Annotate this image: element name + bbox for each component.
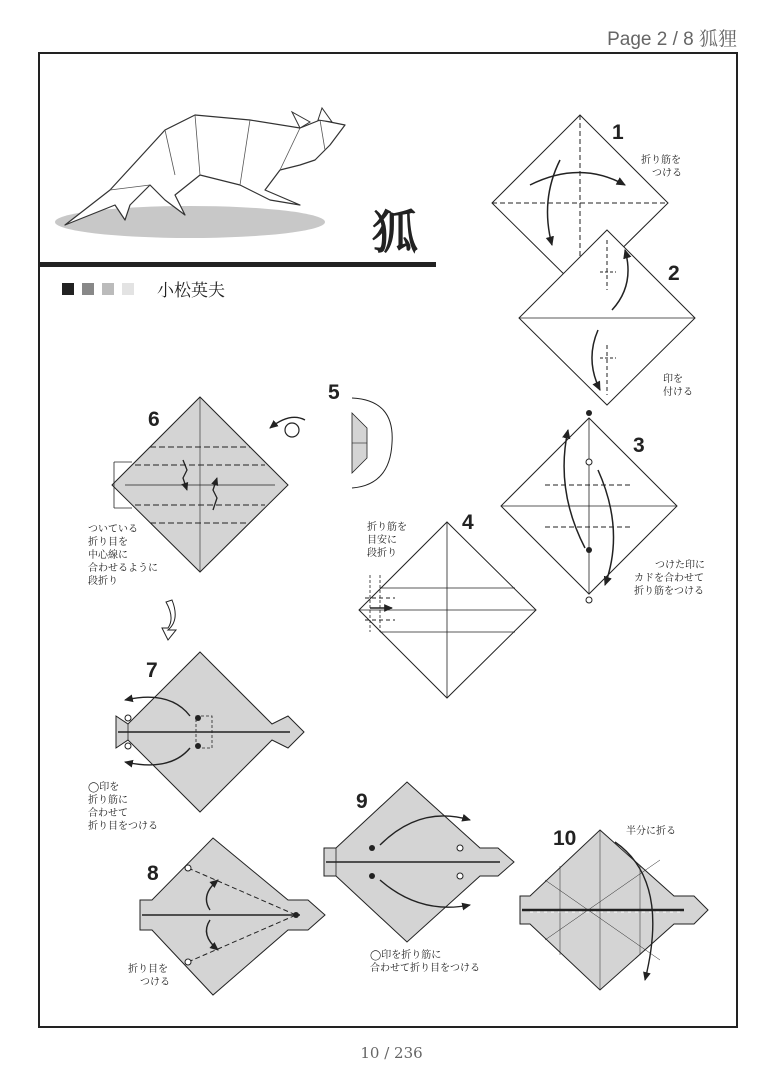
step-note: 付ける [663, 387, 693, 398]
step-note: 目安に [367, 535, 397, 546]
title-rule [40, 262, 436, 267]
step-note: つけた印に [655, 560, 705, 571]
step-number: 1 [612, 121, 624, 144]
step-note: 合わせて折り目をつける [370, 963, 480, 974]
step-note: ◯印を [88, 782, 120, 793]
step-number: 8 [147, 862, 159, 885]
step-10-diagram [520, 830, 708, 990]
step-note: つける [652, 168, 682, 179]
step-7-diagram [116, 652, 304, 812]
page-counter: 10 / 236 [360, 1044, 423, 1062]
step-note: 印を [663, 374, 683, 385]
step-transition-arrow [162, 600, 176, 640]
step-number: 10 [553, 827, 577, 850]
step-note: 折り筋を [367, 522, 407, 533]
step-note: ◯印を折り筋に [370, 950, 442, 961]
turn-over-symbol [270, 417, 305, 437]
fox-illustration [55, 108, 345, 238]
step-note: ついている [88, 524, 138, 535]
step-note: 折り目を [88, 537, 128, 548]
step-note: 合わせるように [88, 563, 158, 574]
step-note: カドを合わせて [634, 573, 704, 584]
step-number: 9 [356, 790, 368, 813]
step-number: 6 [148, 408, 160, 431]
model-author: 小松英夫 [157, 281, 225, 301]
step-note: 半分に折る [626, 826, 676, 837]
step-note: 折り筋に [88, 795, 128, 806]
step-number: 7 [146, 659, 158, 682]
step-5-diagram [352, 398, 392, 488]
step-number: 2 [668, 262, 680, 285]
difficulty-indicator [62, 283, 134, 295]
step-note: 折り目を [128, 964, 168, 975]
step-6-diagram [112, 397, 288, 572]
step-note: つける [140, 977, 170, 988]
step-note: 折り筋をつける [634, 586, 704, 597]
page-header: Page 2 / 8 狐狸 [607, 29, 737, 50]
step-number: 4 [462, 511, 474, 534]
step-note: 段折り [88, 576, 118, 587]
step-9-diagram [324, 782, 514, 942]
step-number: 5 [328, 381, 340, 404]
step-note: 折り筋を [641, 155, 681, 166]
model-title: 狐 [372, 205, 418, 259]
step-number: 3 [633, 434, 645, 457]
step-note: 段折り [367, 548, 397, 559]
step-note: 中心線に [88, 550, 128, 561]
step-note: 折り目をつける [88, 821, 158, 832]
step-note: 合わせて [88, 808, 128, 819]
